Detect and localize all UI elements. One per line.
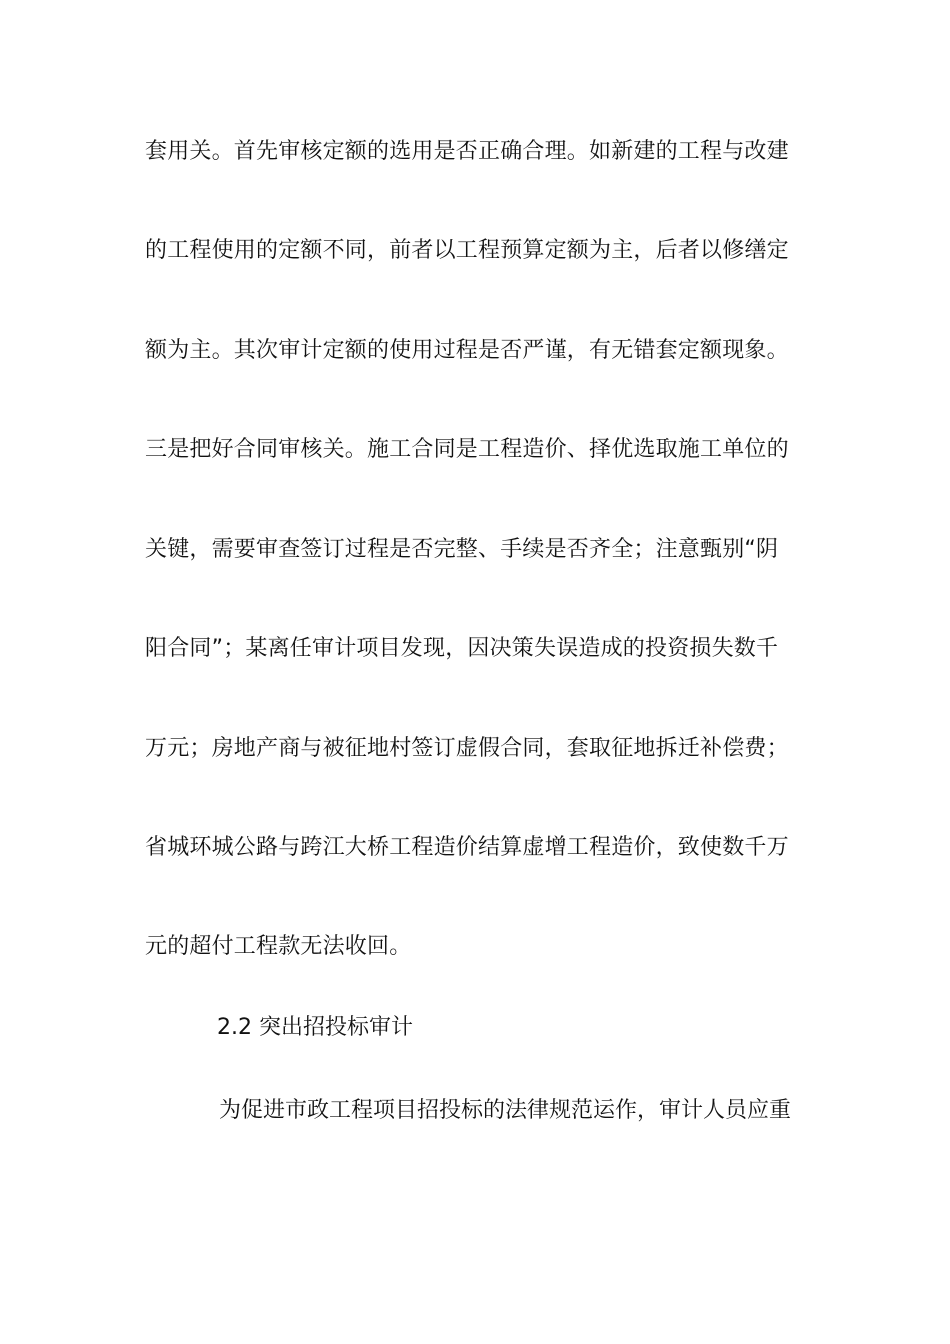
body-text-line: 省城环城公路与跨江大桥工程造价结算虚增工程造价，致使数千万	[145, 835, 789, 860]
body-text-line: 套用关。首先审核定额的选用是否正确合理。如新建的工程与改建	[145, 139, 789, 164]
body-text-line: 额为主。其次审计定额的使用过程是否严谨，有无错套定额现象。	[145, 338, 789, 363]
body-text-line: 元的超付工程款无法收回。	[145, 934, 412, 959]
paragraph-first-line: 为促进市政工程项目招投标的法律规范运作，审计人员应重	[219, 1098, 792, 1123]
body-text-line: 万元；房地产商与被征地村签订虚假合同，套取征地拆迁补偿费；	[145, 736, 789, 761]
section-heading: 2.2 突出招投标审计	[217, 1015, 413, 1040]
body-text-line: 关键，需要审查签订过程是否完整、手续是否齐全；注意甄别“阴	[145, 537, 779, 562]
body-text-line: 的工程使用的定额不同，前者以工程预算定额为主，后者以修缮定	[145, 238, 789, 263]
body-text-line: 阳合同”；某离任审计项目发现，因决策失误造成的投资损失数千	[145, 636, 779, 661]
body-text-line: 三是把好合同审核关。施工合同是工程造价、择优选取施工单位的	[145, 437, 789, 462]
